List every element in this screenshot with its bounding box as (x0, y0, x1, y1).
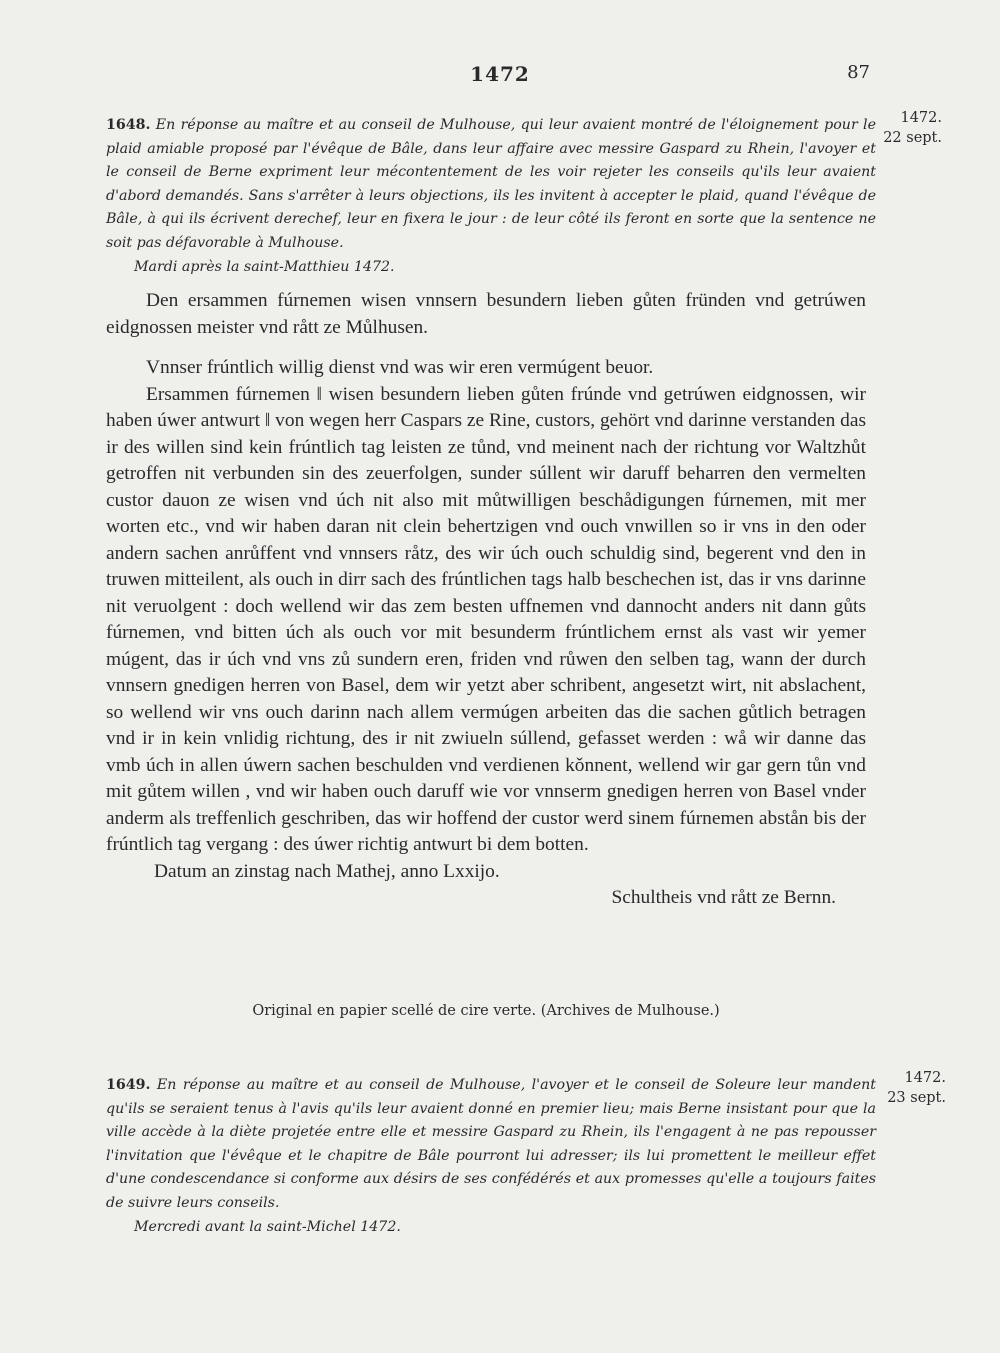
source-note: Original en papier scellé de cire verte. (Archives de Mulhouse.) (252, 1003, 720, 1019)
letter-address: Den ersammen fúrnemen wisen vnnsern besundern lieben gůten fründen vnd getrúwen eidgnossen meister vnd rått ze Můlhusen. (106, 290, 866, 338)
entry-1649-margin-year: 1472. (904, 1070, 946, 1086)
letter-signature: Schultheis vnd rått ze Bernn. (611, 887, 836, 908)
letter-text (106, 288, 866, 912)
running-title: 1472 (470, 62, 530, 86)
letter-dating: Datum an zinstag nach Mathej, anno Lxxijo. (154, 860, 500, 882)
page-number: 87 (847, 62, 870, 83)
entry-1648-margin-year: 1472. (900, 110, 942, 126)
entry-1648-date-line: Mardi après la saint-Matthieu 1472. (134, 258, 395, 275)
entry-1648-summary (106, 114, 876, 279)
entry-1648-margin-day: 22 sept. (883, 130, 942, 146)
letter-body: Ersammen fúrnemen ‖ wisen besundern lieben gůten frúnde vnd getrúwen eidgnossen, wir haben úwer antwurt ‖ von wegen herr Caspars ze Rine, custors, gehört vnd darinne verstanden das ir des willen sind kein frúntlich tag leisten ze tůnd, vnd meinent nach der richtung vor Waltzhůt getroffen nit verbunden sin des zeuerfolgen, sunder súllent wir daruff beharren den vermelten custor dauon ze wisen vnd úch nit also mit můtwilligen beschådigungen fúrnemen, mit mer worten etc., vnd wir haben daran nit clein behertzigen vnd ouch vnwillen so ir vns in den oder andern sachen anrůffent vnd vnnsers råtz, des wir úch ouch schuldig sind, begerent vnd den in truwen mitteilent, als ouch in dirr sach des frúntlichen tags halb beschechen ist, das ir vns darinne nit veruolgent : doch wellend wir das zem besten uffnemen vnd dannocht anders nit dann gůts fúrnemen, vnd bitten úch als ouch vor mit besunderm frúntlichem ernst als vast wir yemer múgent, das ir úch vnd vns zů sundern eren, friden vnd růwen den selben tag, wann der durch vnnsern gnedigen herren von Basel, dem wir yetzt aber schribent, angesetzt wirt, nit abslachent, so wellend wir vns ouch darinn nach allem vermúgen arbeiten das die sachen gůtlich betragen vnd ir in kein vnlidig richtung, des ir nit zwiueln súllend, gefasset werden : wå wir danne das vmb úch in allen úwern sachen beschulden vnd verdienen kǒnnent, wellend wir gar gern tůn vnd mit gůtem willen , vnd wir haben ouch daruff wie vor vnnserm gnedigen herren von Basel vnder anderm als treffenlich geschriben, das wir hoffend der custor werd sinem fúrnemen abstån bis der frúntlich tag vergang : des úwer richtig antwurt bi dem botten. (106, 383, 866, 855)
entry-1649-margin-day: 23 sept. (887, 1090, 946, 1106)
letter-greeting: Vnnser frúntlich willig dienst vnd was wir eren vermúgent beuor. (146, 357, 654, 378)
entry-1648-summary-text: En réponse au maître et au conseil de Mulhouse, qui leur avaient montré de l'éloignement pour le plaid amiable proposé par l'évêque de Bâle, dans leur affaire avec messire Gaspard zu Rhein, l'avoyer et le conseil de Berne expriment leur mécontentement de les voir rejeter les conseils qu'ils leur avaient d'abord demandés. Sans s'arrêter à leurs objections, ils les invitent à accepter le plaid, quand l'évêque de Bâle, à qui ils écrivent derechef, leur en fixera le jour : de leur côté ils feront en sorte que la sentence ne soit pas défavorable à Mulhouse. (106, 117, 876, 251)
entry-1648-margin-date (862, 108, 942, 148)
entry-1649-margin-date (866, 1068, 946, 1108)
entry-1649-date-line: Mercredi avant la saint-Michel 1472. (134, 1218, 401, 1235)
entry-1649-number: 1649. (106, 1077, 151, 1093)
entry-1649-summary-text: En réponse au maître et au conseil de Mulhouse, l'avoyer et le conseil de Soleure leur mandent qu'ils se seraient tenus à l'avis qu'ils leur avaient donné en premier lieu; mais Berne insistant pour que la ville accède à la diète projetée entre elle et messire Gaspard zu Rhein, ils l'engagent à ne pas repousser l'invitation que l'évêque et le chapitre de Bâle pourront lui adresser; ils lui promettent le meilleur effet d'une condescendance si conforme aux désirs de ses confédérés et aux promesses qu'elle a toujours faites de suivre leurs conseils. (106, 1077, 876, 1211)
entry-1649-summary (106, 1074, 876, 1239)
entry-1648-number: 1648. (106, 117, 151, 133)
